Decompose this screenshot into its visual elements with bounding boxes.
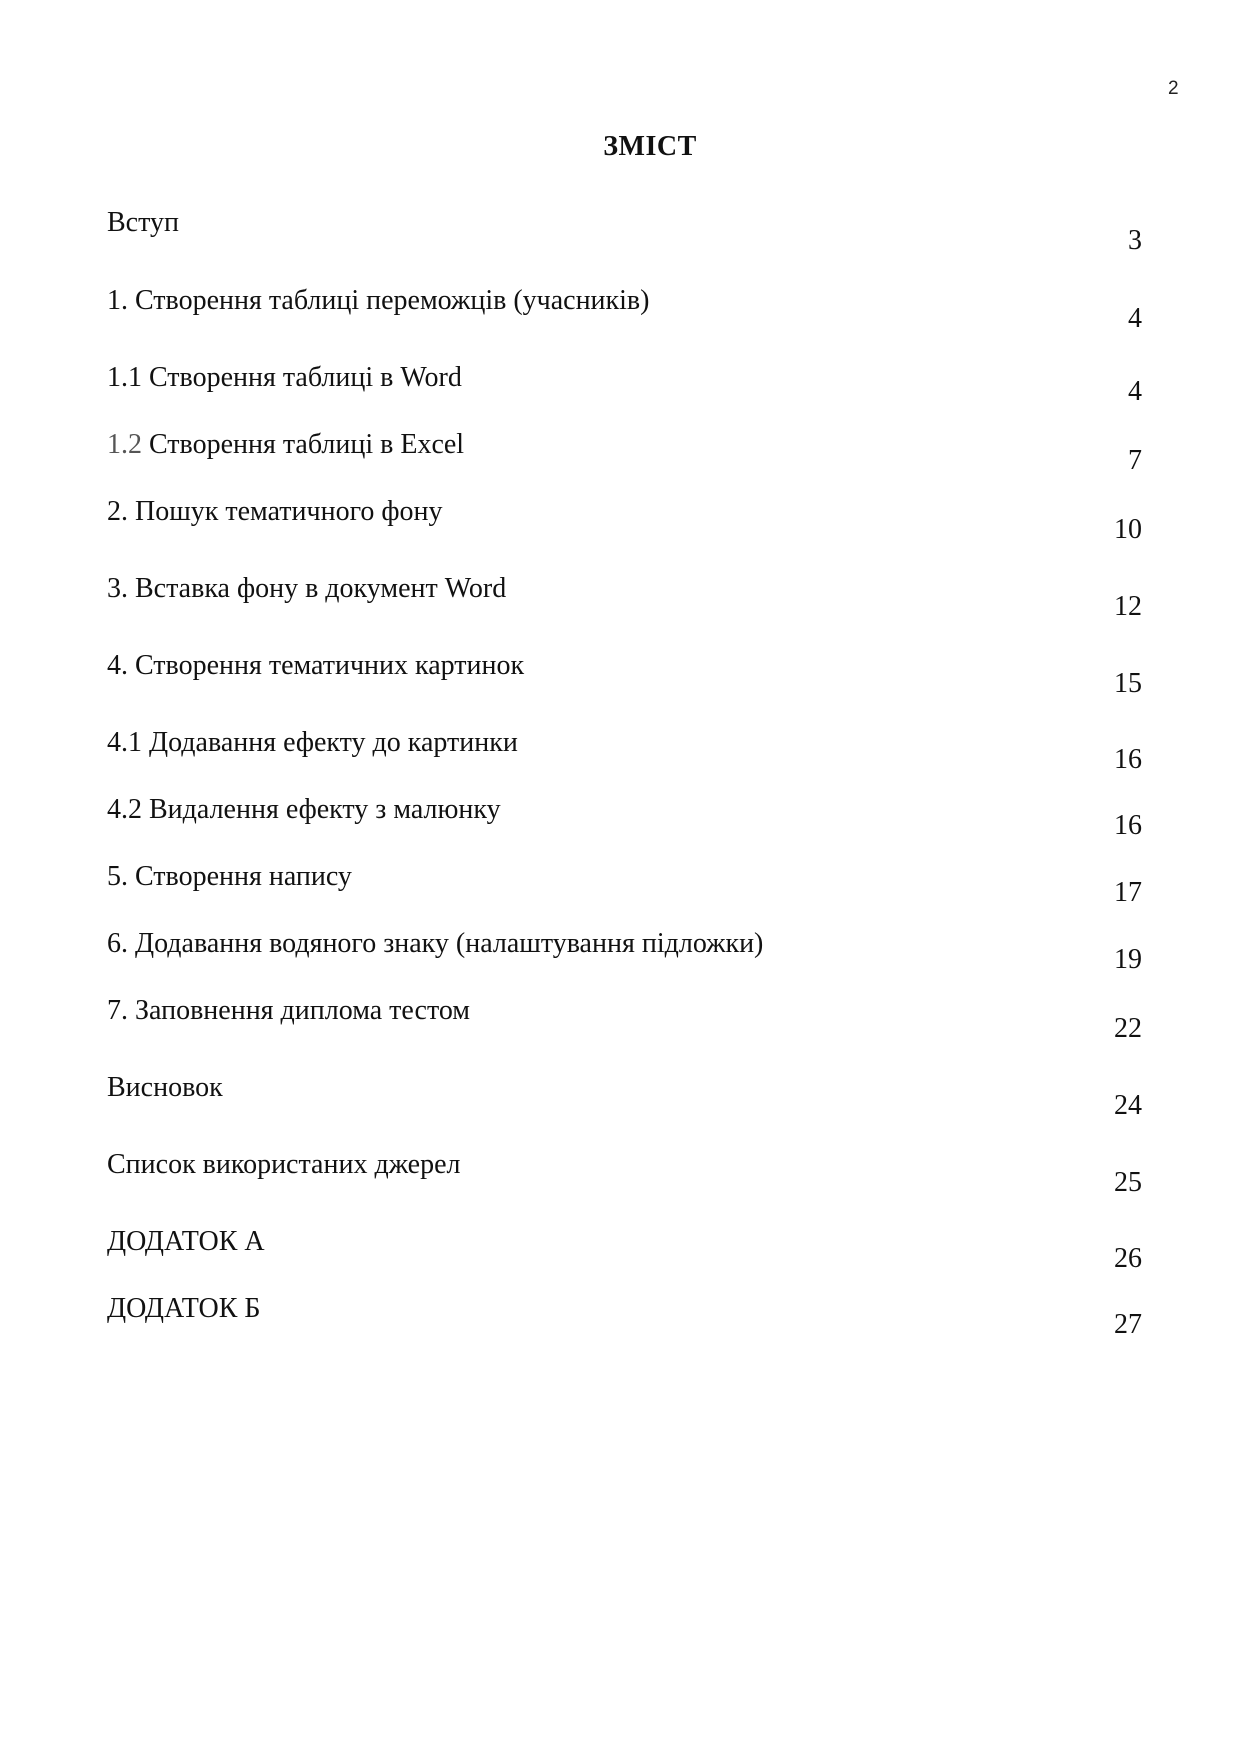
toc-entry-label: 6. Додавання водяного знаку (налаштування підложки) bbox=[107, 928, 764, 959]
toc-entry-4[interactable] bbox=[107, 650, 1142, 710]
toc-entry-page: 3 bbox=[1128, 225, 1142, 256]
toc-entry-intro[interactable] bbox=[107, 207, 1142, 267]
toc-entry-2[interactable] bbox=[107, 496, 1142, 556]
toc-entry-page: 22 bbox=[1114, 1013, 1142, 1044]
toc-entry-label: Висновок bbox=[107, 1072, 223, 1103]
toc-entry-appendix-a[interactable] bbox=[107, 1226, 1142, 1286]
toc-entry-page: 25 bbox=[1114, 1167, 1142, 1198]
toc-entry-7[interactable] bbox=[107, 995, 1142, 1055]
toc-entry-page: 17 bbox=[1114, 877, 1142, 908]
toc-entry-label: 4. Створення тематичних картинок bbox=[107, 650, 525, 681]
toc-entry-4-2[interactable] bbox=[107, 794, 1142, 854]
toc-entry-conclusion[interactable] bbox=[107, 1072, 1142, 1132]
toc-entry-label: 1.1 Створення таблиці в Word bbox=[107, 362, 462, 393]
toc-entry-page: 4 bbox=[1128, 376, 1142, 407]
toc-entry-page: 15 bbox=[1114, 668, 1142, 699]
toc-entry-6[interactable] bbox=[107, 928, 1142, 988]
toc-entry-page: 16 bbox=[1114, 744, 1142, 775]
toc-entry-3[interactable] bbox=[107, 573, 1142, 633]
toc-entry-1[interactable] bbox=[107, 285, 1142, 345]
toc-entry-5[interactable] bbox=[107, 861, 1142, 921]
toc-entry-1-1[interactable] bbox=[107, 362, 1142, 422]
toc-entry-label: ДОДАТОК А bbox=[107, 1226, 265, 1257]
page-title: ЗМІСТ bbox=[603, 131, 697, 162]
toc-entry-4-1[interactable] bbox=[107, 727, 1142, 787]
toc-entry-page: 16 bbox=[1114, 810, 1142, 841]
toc-entry-text: Створення таблиці в Excel bbox=[149, 429, 465, 460]
toc-entry-page: 24 bbox=[1114, 1090, 1142, 1121]
toc-entry-page: 12 bbox=[1114, 591, 1142, 622]
toc-entry-label: 5. Створення напису bbox=[107, 861, 352, 892]
toc-entry-references[interactable] bbox=[107, 1149, 1142, 1209]
toc-entry-page: 26 bbox=[1114, 1243, 1142, 1274]
toc-entry-page: 4 bbox=[1128, 303, 1142, 334]
toc-entry-label bbox=[107, 429, 464, 461]
toc-entry-label: 7. Заповнення диплома тестом bbox=[107, 995, 471, 1026]
toc-entry-label: 4.2 Видалення ефекту з малюнку bbox=[107, 794, 501, 825]
toc-entry-number: 1.2 bbox=[107, 429, 142, 460]
toc-entry-label: 1. Створення таблиці переможців (учасників) bbox=[107, 285, 650, 316]
toc-entry-label: 3. Вставка фону в документ Word bbox=[107, 573, 507, 604]
toc-entry-page: 7 bbox=[1128, 445, 1142, 476]
toc-entry-page: 10 bbox=[1114, 514, 1142, 545]
toc-entry-page: 27 bbox=[1114, 1309, 1142, 1340]
toc-entry-label: ДОДАТОК Б bbox=[107, 1293, 261, 1324]
toc-entry-page: 19 bbox=[1114, 944, 1142, 975]
toc-entry-appendix-b[interactable] bbox=[107, 1293, 1142, 1353]
toc-entry-label: Вступ bbox=[107, 207, 179, 238]
toc-entry-label: 2. Пошук тематичного фону bbox=[107, 496, 443, 527]
toc-entry-label: 4.1 Додавання ефекту до картинки bbox=[107, 727, 518, 758]
toc-entry-1-2[interactable] bbox=[107, 429, 1142, 489]
toc-entry-label: Список використаних джерел bbox=[107, 1149, 461, 1180]
page-number: 2 bbox=[1168, 78, 1179, 99]
